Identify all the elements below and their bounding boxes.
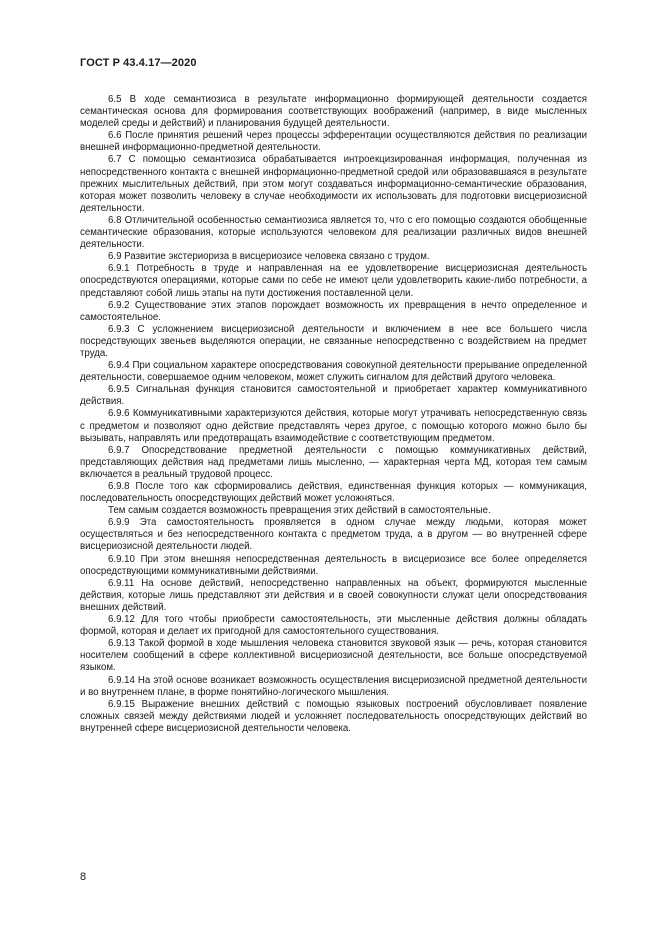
paragraph-6-9-4: 6.9.4 При социальном характере опосредствования совокупной деятельности прерывание определенной деятельности, совершаемое одним человеком, может служить сигналом для действий другого человека.	[80, 360, 587, 384]
paragraph-6-5: 6.5 В ходе семантиозиса в результате информационно формирующей деятельности создается семантическая основа для формирования соответствующих воображений (например, в виде мысленных моделей среды и действий) и планирования будущей деятельности.	[80, 94, 587, 130]
paragraph-6-9: 6.9 Развитие экстериориза в висцериозисе человека связано с трудом.	[108, 251, 430, 263]
document-body	[80, 94, 587, 735]
paragraph-6-9-9: 6.9.9 Эта самостоятельность проявляется в одном случае между людьми, которая может осуществляться и без непосредственного контакта с предметом труда, а в другом — во внутренней сфере висцериозисной деятельности людей.	[80, 517, 587, 553]
paragraph-6-9-13: 6.9.13 Такой формой в ходе мышления человека становится звуковой язык — речь, которая становится носителем сообщений в сфере коллективной висцериозисной деятельности, все больше опосредствуемой языком.	[80, 638, 587, 674]
paragraph-6-9-5: 6.9.5 Сигнальная функция становится самостоятельной и приобретает характер коммуникативного действия.	[80, 384, 587, 408]
paragraph-6-9-7: 6.9.7 Опосредствование предметной деятельности с помощью коммуникативных действий, представляющих действия над предметами лишь мысленно, — характерная черта МД, которая тем самым включается в реальный трудовой процесс.	[80, 444, 587, 480]
paragraph-6-9-2: 6.9.2 Существование этих этапов порождает возможность их превращения в нечто определенное и самостоятельное.	[80, 299, 587, 323]
paragraph-6-9-8: 6.9.8 После того как сформировались действия, единственная функция которых — коммуникация, последовательность опосредствующих действий может усложняться.	[80, 481, 587, 505]
paragraph-6-9-10: 6.9.10 При этом внешняя непосредственная деятельность в висцериозисе все более определяется опосредствующими коммуникативными действиями.	[80, 553, 587, 577]
paragraph-6-9-12: 6.9.12 Для того чтобы приобрести самостоятельность, эти мысленные действия должны обладать формой, которая и делает их пригодной для самостоятельного существования.	[80, 614, 587, 638]
paragraph-6-9-11: 6.9.11 На основе действий, непосредственно направленных на объект, формируются мысленные действия, которые лишь представляют эти действия и в своей совокупности служат цели опосредствования внешних действий.	[80, 577, 587, 613]
paragraph-6-9-8-continued: Тем самым создается возможность превращения этих действий в самостоятельные.	[108, 505, 491, 517]
paragraph-6-6: 6.6 После принятия решений через процессы эфферентации осуществляются действия по реализации внешней информационно-предметной деятельности.	[80, 130, 587, 154]
page-number: 8	[80, 871, 87, 883]
paragraph-6-9-3: 6.9.3 С усложнением висцериозисной деятельности и включением в нее все большего числа посредствующих звеньев выделяются операции, не связанные непосредственно с воздействием на предмет труда.	[80, 323, 587, 359]
document-code-header: ГОСТ Р 43.4.17—2020	[80, 57, 197, 69]
paragraph-6-9-14: 6.9.14 На этой основе возникает возможность осуществления висцериозисной предметной деятельности и во внутреннем плане, в форме понятийно-логического мышления.	[80, 674, 587, 698]
paragraph-6-7: 6.7 С помощью семантиозиса обрабатывается интроекцизированная информация, полученная из непосредственного контакта с внешней информационно-предметной средой или образовавшаяся в результате прежних мыслительных действий, при этом могут создаваться информационно-семантические образования, которая может позволить человеку в случае необходимости их использовать для подготовки висцериозисной деятельности.	[80, 154, 587, 214]
paragraph-6-9-15: 6.9.15 Выражение внешних действий с помощью языковых построений обусловливает появление сложных связей между действиями людей и усложняет последовательность опосредствующих действий во внутренней сфере висцериозисной деятельности человека.	[80, 698, 587, 734]
paragraph-6-9-1: 6.9.1 Потребность в труде и направленная на ее удовлетворение висцериозисная деятельность опосредствуются операциями, которые сами по себе не имеют цели удовлетворить какие-либо потребности, а представляют собой лишь этапы на пути достижения поставленной цели.	[80, 263, 587, 299]
paragraph-6-9-6: 6.9.6 Коммуникативными характеризуются действия, которые могут утрачивать непосредственную связь с предметом и позволяют одно действие представлять через другое, с помощью которого можно было бы вызывать, направлять или предотвращать взаимодействие с соответствующим предметом.	[80, 408, 587, 444]
paragraph-6-8: 6.8 Отличительной особенностью семантиозиса является то, что с его помощью создаются обобщенные семантические образования, которые используются человеком для реализации различных видов внешней деятельности.	[80, 214, 587, 251]
